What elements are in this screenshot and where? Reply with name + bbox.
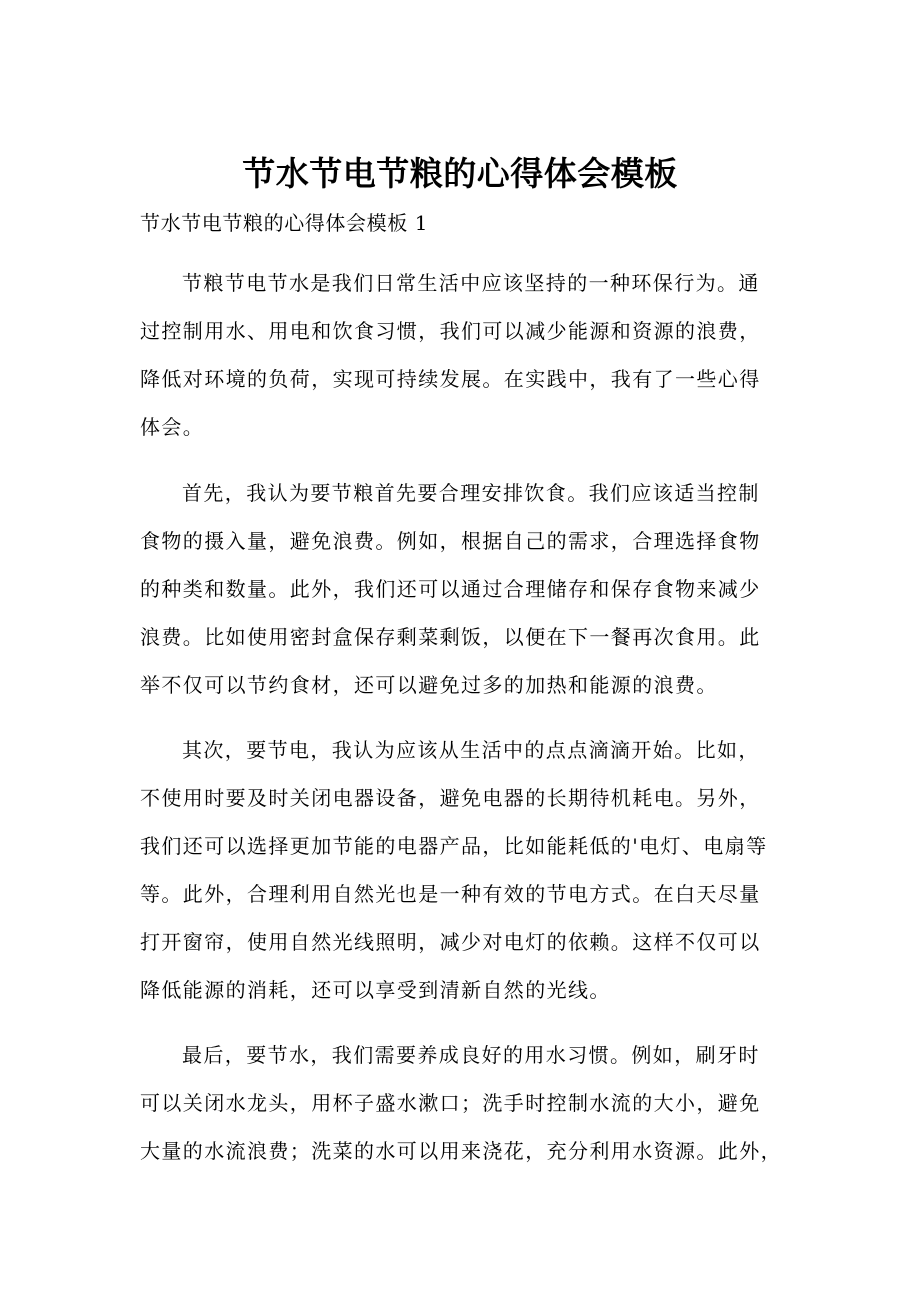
paragraph-line: 等。此外，合理利用自然光也是一种有效的节电方式。在白天尽量: [140, 882, 761, 906]
paragraph-1: [140, 266, 800, 458]
paragraph-line: 食物的摄入量，避免浪费。例如，根据自己的需求，合理选择食物: [140, 529, 761, 553]
paragraph-line: 首先，我认为要节粮首先要合理安排饮食。我们应该适当控制: [182, 481, 760, 505]
document-title: 节水节电节粮的心得体会模板: [242, 154, 678, 193]
paragraph-line: 打开窗帘，使用自然光线照明，减少对电灯的依赖。这样不仅可以: [140, 930, 761, 954]
paragraph-2: [140, 476, 800, 716]
paragraph-4: [140, 1038, 800, 1182]
paragraph-line: 浪费。比如使用密封盒保存剩菜剩饭，以便在下一餐再次食用。此: [140, 625, 761, 649]
paragraph-line: 可以关闭水龙头，用杯子盛水漱口；洗手时控制水流的大小，避免: [140, 1091, 761, 1115]
document-subtitle: 节水节电节粮的心得体会模板 1: [140, 211, 429, 235]
paragraph-line: 降低对环境的负荷，实现可持续发展。在实践中，我有了一些心得: [140, 367, 761, 391]
paragraph-line: 节粮节电节水是我们日常生活中应该坚持的一种环保行为。通: [182, 271, 760, 295]
paragraph-line: 举不仅可以节约食材，还可以避免过多的加热和能源的浪费。: [140, 673, 718, 697]
paragraph-line: 我们还可以选择更加节能的电器产品，比如能耗低的'电灯、电扇等: [140, 834, 768, 858]
paragraph-line: 降低能源的消耗，还可以享受到清新自然的光线。: [140, 978, 611, 1002]
paragraph-line: 不使用时要及时关闭电器设备，避免电器的长期待机耗电。另外，: [140, 786, 761, 810]
paragraph-line: 的种类和数量。此外，我们还可以通过合理储存和保存食物来减少: [140, 577, 761, 601]
paragraph-line: 大量的水流浪费；洗菜的水可以用来浇花，充分利用水资源。此外，: [140, 1139, 782, 1163]
paragraph-line: 过控制用水、用电和饮食习惯，我们可以减少能源和资源的浪费，: [140, 319, 761, 343]
paragraph-line: 体会。: [140, 415, 205, 439]
paragraph-line: 最后，要节水，我们需要养成良好的用水习惯。例如，刷牙时: [182, 1043, 760, 1067]
paragraph-3: [140, 733, 800, 1021]
paragraph-line: 其次，要节电，我认为应该从生活中的点点滴滴开始。比如，: [182, 738, 760, 762]
